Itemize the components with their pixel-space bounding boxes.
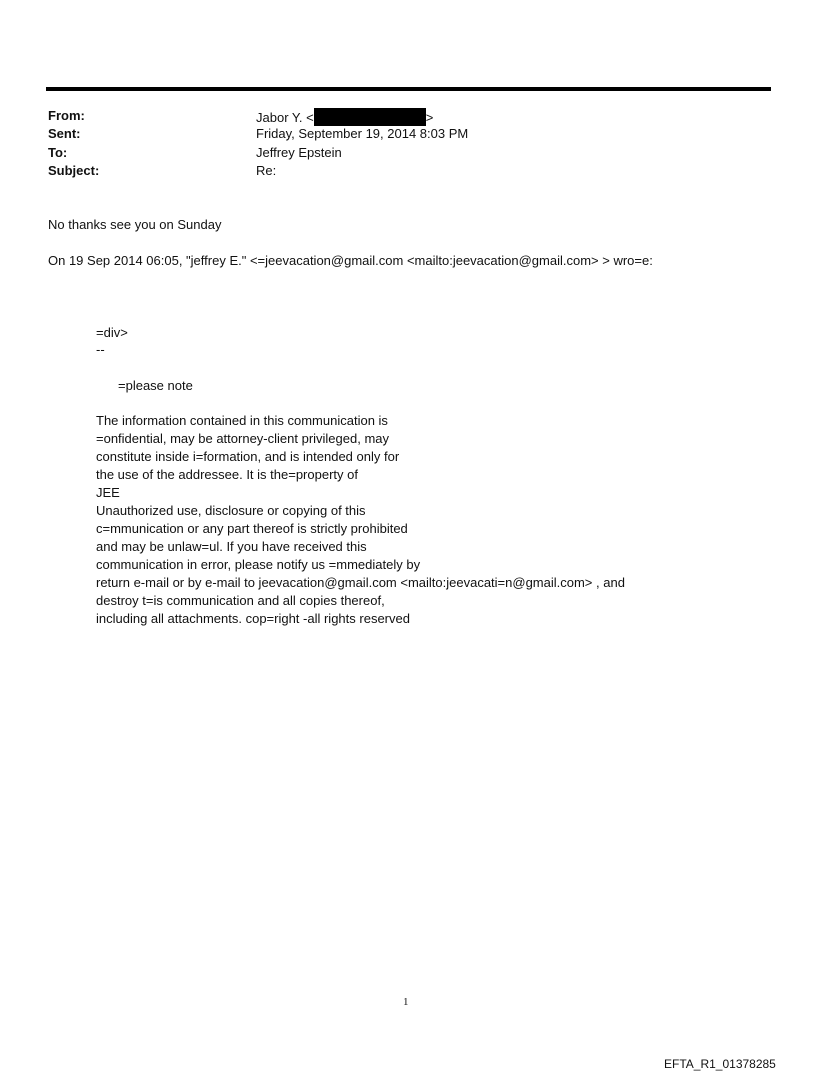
disclaimer-line: Unauthorized use, disclosure or copying of this [96, 503, 366, 518]
from-label: From: [48, 108, 85, 123]
from-name: Jabor Y. < [256, 110, 314, 125]
subject-label: Subject: [48, 163, 100, 178]
header-divider [46, 87, 771, 91]
from-close: > [425, 110, 434, 125]
disclaimer-line: return e-mail or by e-mail to jeevacation@gmail.com <mailto:jeevacati=n@gmail.com> , and [96, 575, 625, 590]
from-value [256, 108, 433, 126]
disclaimer-line: =onfidential, may be attorney-client privileged, may [96, 431, 390, 446]
disclaimer-line: constitute inside i=formation, and is intended only for [96, 449, 400, 464]
to-label: To: [48, 145, 68, 160]
sent-label: Sent: [48, 126, 81, 141]
disclaimer-line: destroy t=is communication and all copies thereof, [96, 593, 385, 608]
disclaimer-line: and may be unlaw=ul. If you have received this [96, 539, 367, 554]
please-note-text: =please note [118, 378, 193, 393]
disclaimer-line: communication in error, please notify us =mmediately by [96, 557, 421, 572]
disclaimer-line: JEE [96, 485, 120, 500]
sent-value: Friday, September 19, 2014 8:03 PM [256, 126, 469, 141]
to-value: Jeffrey Epstein [256, 145, 342, 160]
redaction-box [314, 108, 426, 126]
disclaimer-line: including all attachments. cop=right -all rights reserved [96, 611, 410, 626]
disclaimer-line: The information contained in this communication is [96, 413, 388, 428]
bates-number: EFTA_R1_01378285 [664, 1057, 776, 1071]
disclaimer-line: c=mmunication or any part thereof is strictly prohibited [96, 521, 408, 536]
signature-dashes: -- [96, 342, 105, 357]
reply-text: No thanks see you on Sunday [48, 217, 222, 232]
page-number: 1 [403, 996, 409, 1008]
div-tag-text: =div> [96, 325, 128, 340]
quote-intro: On 19 Sep 2014 06:05, "jeffrey E." <=jeevacation@gmail.com <mailto:jeevacation@gmail.com> > wro=e: [48, 253, 653, 268]
subject-value: Re: [256, 163, 277, 178]
disclaimer-line: the use of the addressee. It is the=property of [96, 467, 358, 482]
